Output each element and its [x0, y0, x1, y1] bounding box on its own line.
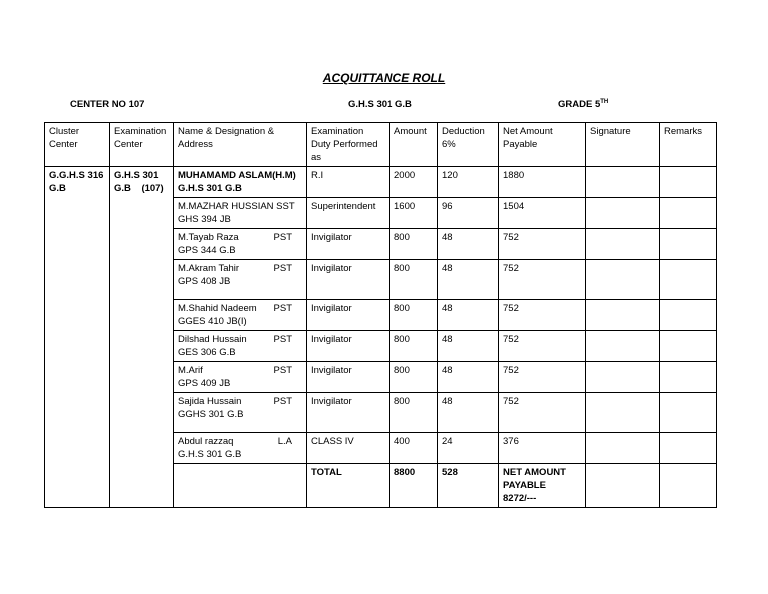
signature-cell [586, 433, 660, 464]
net-cell: 752 [499, 331, 586, 362]
col-deduction: Deduction 6% [438, 123, 499, 167]
name-cell: Dilshad Hussain PST GES 306 G.B [174, 331, 307, 362]
net-cell: 752 [499, 393, 586, 433]
deduction-cell: 48 [438, 393, 499, 433]
net-cell: 376 [499, 433, 586, 464]
signature-cell [586, 362, 660, 393]
exam-center-cell: G.H.S 301 G.B (107) [110, 167, 174, 508]
amount-cell: 800 [390, 362, 438, 393]
remarks-cell [660, 198, 717, 229]
header-row [45, 123, 717, 167]
name-cell: M.MAZHAR HUSSIAN SST GHS 394 JB [174, 198, 307, 229]
remarks-cell [660, 260, 717, 300]
signature-cell [586, 229, 660, 260]
grade-text: GRADE 5 [558, 99, 601, 111]
deduction-cell: 48 [438, 260, 499, 300]
name-cell [174, 464, 307, 508]
duty-cell: R.I [307, 167, 390, 198]
remarks-cell [660, 362, 717, 393]
grade-superscript: TH [600, 99, 609, 105]
remarks-cell [660, 464, 717, 508]
center-number: CENTER NO 107 [70, 99, 145, 110]
net-cell: 752 [499, 362, 586, 393]
remarks-cell [660, 300, 717, 331]
amount-cell: 800 [390, 300, 438, 331]
amount-cell: 800 [390, 331, 438, 362]
net-cell: 1880 [499, 167, 586, 198]
amount-cell: 2000 [390, 167, 438, 198]
col-exam-center: Examination Center [110, 123, 174, 167]
deduction-cell: 24 [438, 433, 499, 464]
col-duty: Examination Duty Performed as [307, 123, 390, 167]
col-remarks: Remarks [660, 123, 717, 167]
col-amount: Amount [390, 123, 438, 167]
duty-cell: Invigilator [307, 331, 390, 362]
name-cell: Sajida Hussain PST GGHS 301 G.B [174, 393, 307, 433]
grade-label [558, 99, 608, 110]
duty-cell: Invigilator [307, 229, 390, 260]
deduction-cell: 48 [438, 331, 499, 362]
net-cell: 1504 [499, 198, 586, 229]
amount-cell: 800 [390, 229, 438, 260]
duty-cell: Invigilator [307, 260, 390, 300]
signature-cell [586, 198, 660, 229]
deduction-cell: 120 [438, 167, 499, 198]
acquittance-table [44, 122, 717, 508]
name-cell: M.Arif PST GPS 409 JB [174, 362, 307, 393]
amount-cell: 400 [390, 433, 438, 464]
duty-cell: Invigilator [307, 300, 390, 331]
name-cell: MUHAMAMD ASLAM(H.M) G.H.S 301 G.B [174, 167, 307, 198]
cluster-center-cell: G.G.H.S 316 G.B [45, 167, 110, 508]
col-name-designation: Name & Designation & Address [174, 123, 307, 167]
deduction-cell: 48 [438, 362, 499, 393]
signature-cell [586, 300, 660, 331]
remarks-cell [660, 433, 717, 464]
total-amount: 8800 [390, 464, 438, 508]
name-cell: M.Akram Tahir PST GPS 408 JB [174, 260, 307, 300]
amount-cell: 800 [390, 393, 438, 433]
remarks-cell [660, 167, 717, 198]
signature-cell [586, 331, 660, 362]
total-net-payable: NET AMOUNT PAYABLE 8272/--- [499, 464, 586, 508]
net-cell: 752 [499, 300, 586, 331]
remarks-cell [660, 229, 717, 260]
name-cell: M.Shahid Nadeem PST GGES 410 JB(I) [174, 300, 307, 331]
signature-cell [586, 464, 660, 508]
amount-cell: 1600 [390, 198, 438, 229]
deduction-cell: 96 [438, 198, 499, 229]
document-title: ACQUITTANCE ROLL [322, 71, 446, 85]
name-cell: Abdul razzaq L.A G.H.S 301 G.B [174, 433, 307, 464]
school-name: G.H.S 301 G.B [348, 99, 412, 110]
duty-cell: CLASS IV [307, 433, 390, 464]
name-cell: M.Tayab Raza PST GPS 344 G.B [174, 229, 307, 260]
signature-cell [586, 260, 660, 300]
net-cell: 752 [499, 229, 586, 260]
deduction-cell: 48 [438, 300, 499, 331]
total-deduction: 528 [438, 464, 499, 508]
duty-cell: Superintendent [307, 198, 390, 229]
signature-cell [586, 393, 660, 433]
col-cluster-center: Cluster Center [45, 123, 110, 167]
total-label: TOTAL [307, 464, 390, 508]
table-row [45, 167, 717, 198]
duty-cell: Invigilator [307, 393, 390, 433]
col-signature: Signature [586, 123, 660, 167]
col-net-amount: Net Amount Payable [499, 123, 586, 167]
remarks-cell [660, 393, 717, 433]
net-cell: 752 [499, 260, 586, 300]
duty-cell: Invigilator [307, 362, 390, 393]
amount-cell: 800 [390, 260, 438, 300]
deduction-cell: 48 [438, 229, 499, 260]
signature-cell [586, 167, 660, 198]
remarks-cell [660, 331, 717, 362]
